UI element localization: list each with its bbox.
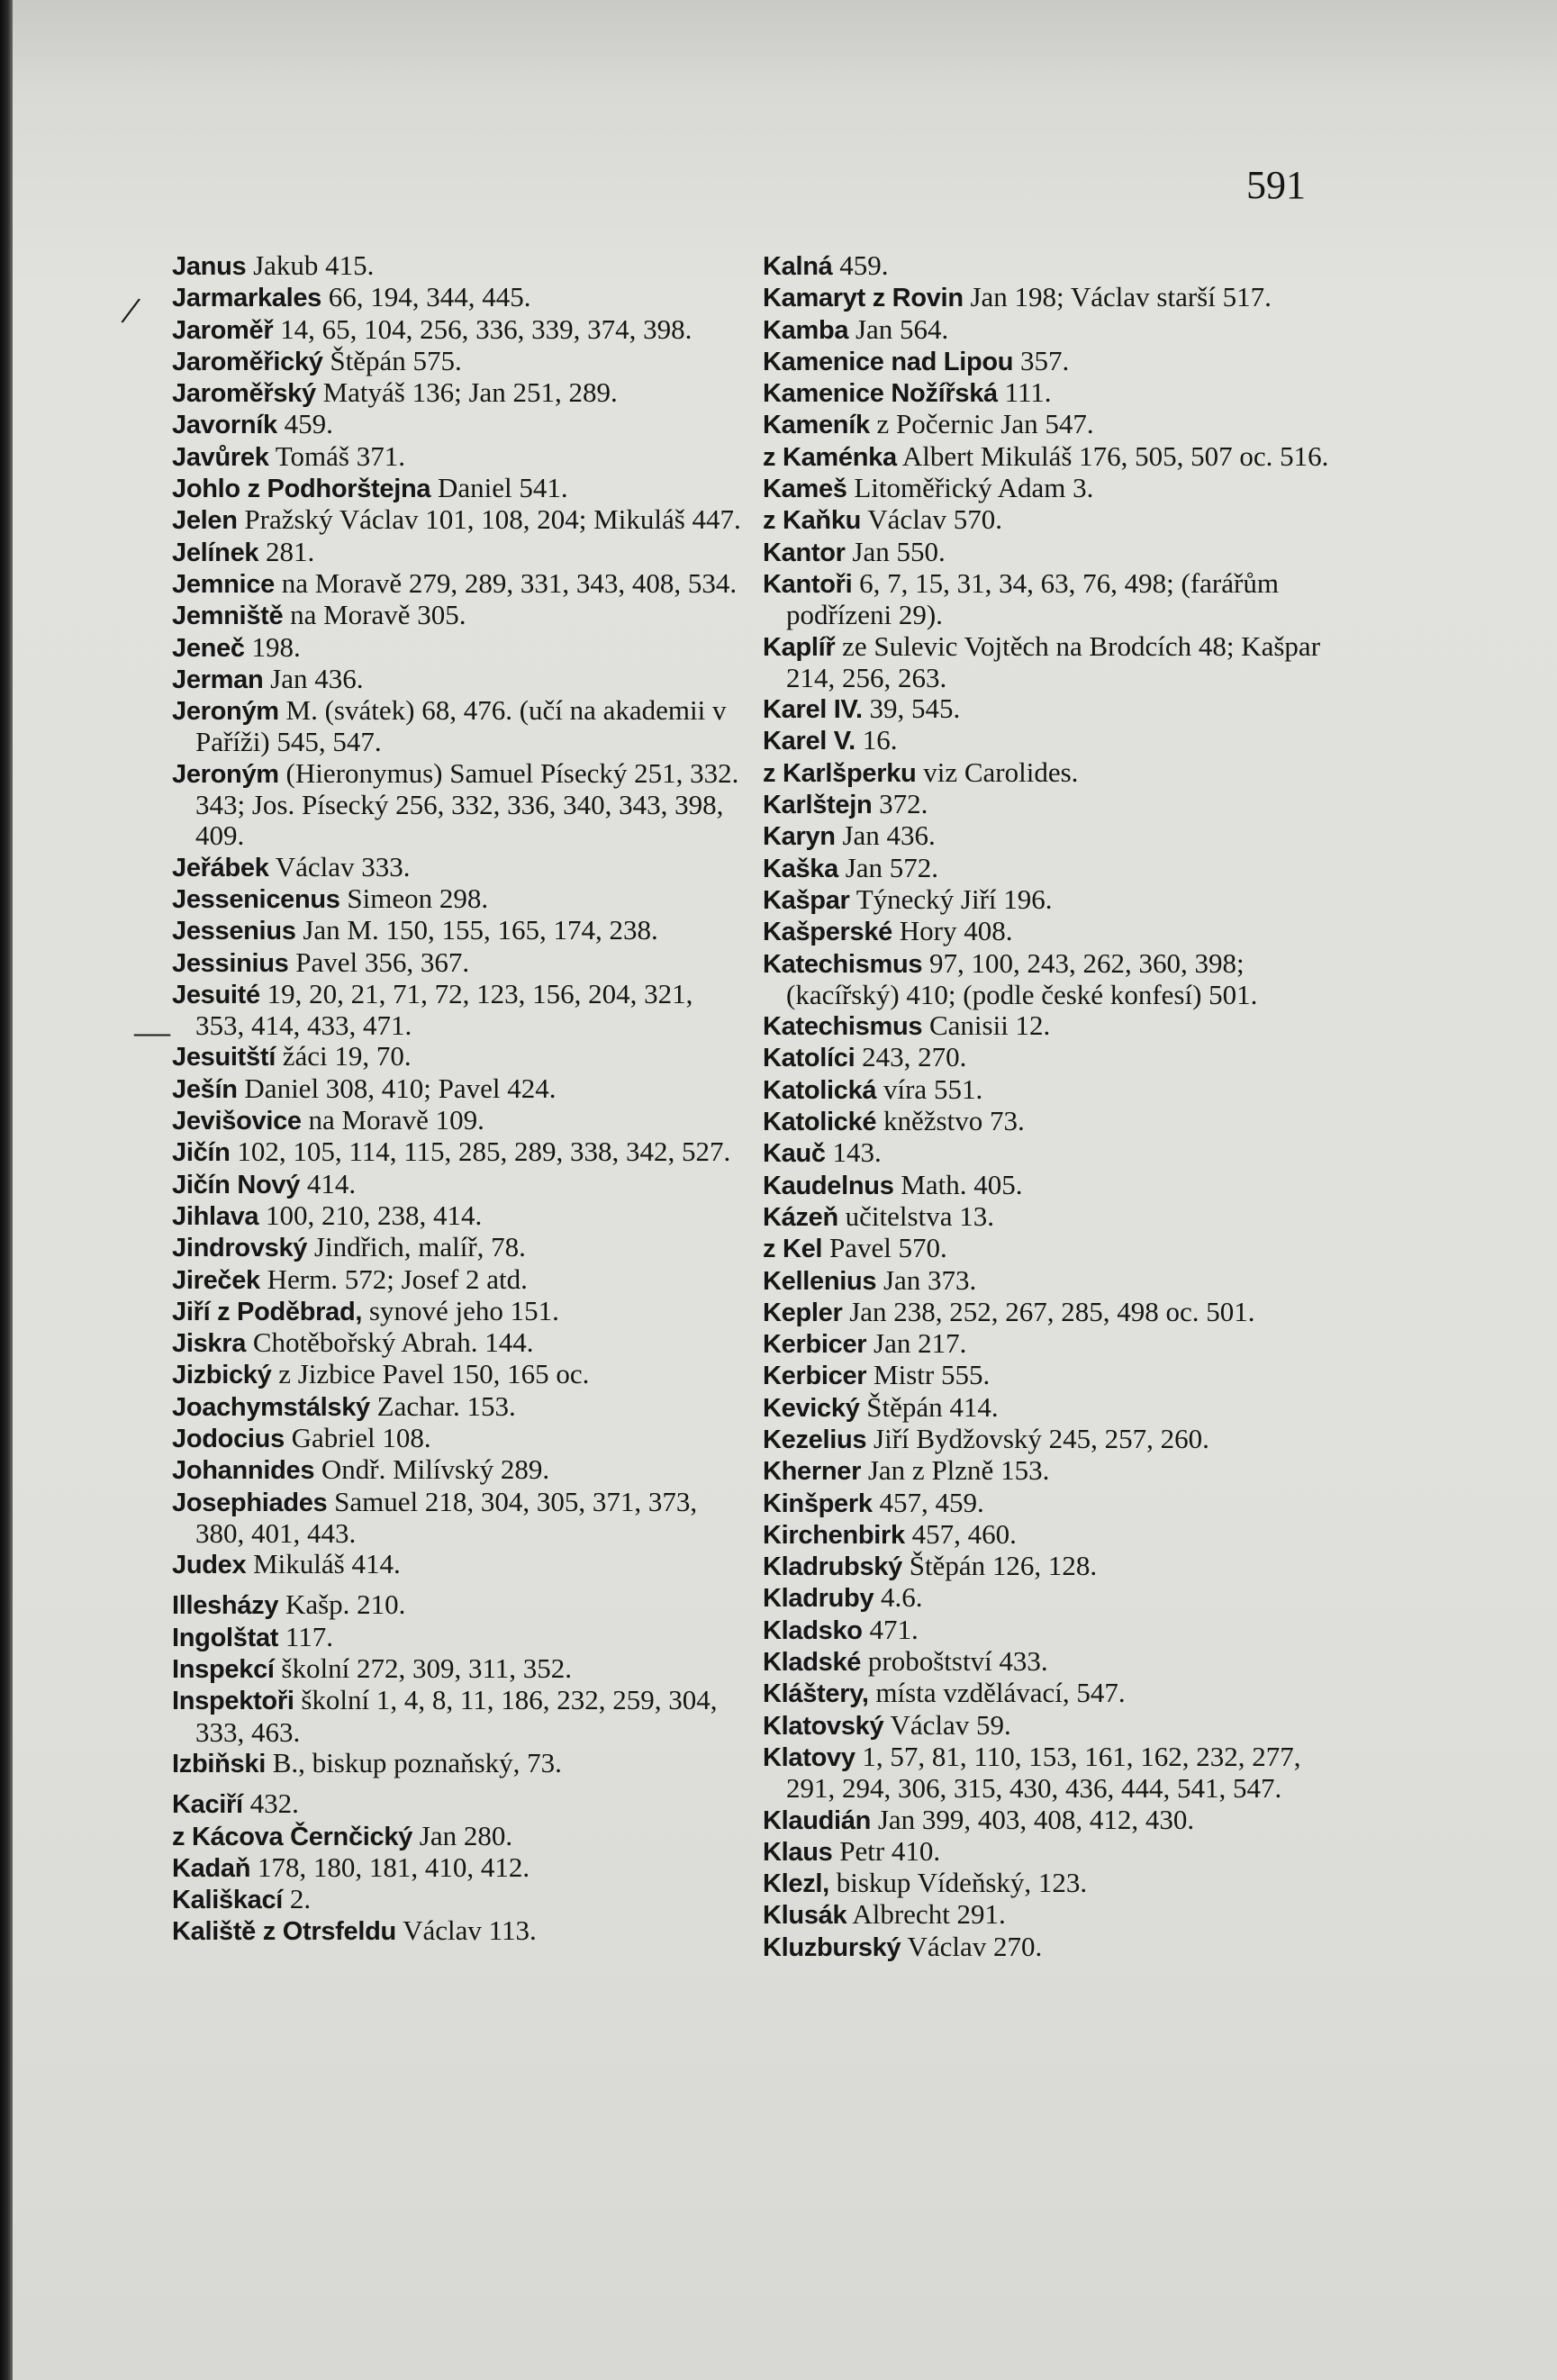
index-entry-heading: Inspektoři — [172, 1687, 294, 1716]
index-entry-heading: Jeřábek — [172, 853, 269, 882]
index-entry — [172, 1423, 748, 1454]
index-entry-references: Gabriel 108. — [284, 1421, 431, 1453]
index-entry-heading: Kladsko — [763, 1615, 863, 1645]
index-entry-heading: Johlo z Podhorštejna — [172, 475, 431, 504]
index-entry — [172, 1884, 748, 1915]
index-entry-heading: Kerbicer — [763, 1362, 867, 1391]
index-entry-references: 111. — [997, 376, 1052, 409]
index-entry — [172, 441, 748, 473]
index-entry — [763, 1042, 1339, 1073]
index-entry-references: Simeon 298. — [339, 882, 489, 914]
index-entry-heading: Kerbicer — [763, 1330, 867, 1360]
index-entry — [172, 758, 748, 852]
index-entry — [763, 916, 1339, 947]
index-entry-heading: Kantor — [763, 538, 846, 567]
index-column-right — [763, 250, 1339, 1963]
index-entry — [172, 250, 748, 282]
index-entry-heading: Kaudelnus — [763, 1171, 894, 1200]
index-entry — [763, 441, 1339, 473]
index-entry — [763, 1137, 1339, 1169]
index-entry-references: Štěpán 575. — [322, 344, 462, 376]
index-entry — [763, 1170, 1339, 1201]
index-entry-references: 457, 460. — [904, 1517, 1017, 1550]
index-entry-references: Daniel 308, 410; Pavel 424. — [237, 1072, 557, 1104]
index-entry-heading: Josephiades — [172, 1488, 328, 1517]
index-entry-heading: Kirchenbirk — [763, 1520, 905, 1550]
index-entry-heading: Jemnice — [172, 569, 275, 599]
index-entry-references: 432. — [242, 1787, 299, 1820]
index-entry — [172, 979, 748, 1042]
index-entry-heading: Klaudián — [763, 1805, 872, 1835]
index-entry-heading: Jemniště — [172, 602, 284, 631]
index-entry-references: učitelstva 13. — [837, 1199, 994, 1232]
index-entry-heading: Jindrovský — [172, 1234, 308, 1263]
index-entry-heading: Katolická — [763, 1075, 877, 1105]
index-entry — [763, 1868, 1339, 1899]
index-entry — [763, 1519, 1339, 1551]
index-entry-heading: Kladské — [763, 1648, 862, 1678]
index-entry-references: Mikuláš 414. — [246, 1548, 401, 1580]
index-entry-heading: Jelínek — [172, 538, 259, 567]
index-entry-references: 457, 459. — [872, 1486, 984, 1518]
index-entry — [763, 1455, 1339, 1487]
index-entry-references: Math. 405. — [893, 1168, 1023, 1200]
index-entry-heading: Kázeň — [763, 1202, 838, 1232]
index-entry-heading: Javorník — [172, 411, 277, 440]
index-entry-references: Václav 270. — [901, 1930, 1043, 1962]
index-entry-heading: Jaroměř — [172, 315, 274, 345]
index-entry — [172, 504, 748, 536]
index-entry-heading: Kellenius — [763, 1266, 877, 1296]
index-entry-references: Štěpán 414. — [859, 1390, 999, 1423]
index-entry-heading: Jarmarkales — [172, 284, 322, 313]
index-entry-references: na Moravě 109. — [301, 1104, 484, 1136]
index-entry-references: 243, 270. — [855, 1041, 967, 1073]
index-entry-references: kněžstvo 73. — [876, 1105, 1025, 1137]
index-entry — [763, 1201, 1339, 1233]
index-entry-references: Jan 238, 252, 267, 285, 498 oc. 501. — [842, 1295, 1255, 1327]
index-entry-heading: Jizbický — [172, 1361, 272, 1390]
index-entry-references: biskup Vídeňský, 123. — [828, 1867, 1088, 1899]
index-entry — [172, 695, 748, 758]
index-entry-heading: Johannides — [172, 1456, 315, 1486]
index-entry — [763, 473, 1339, 504]
index-entry-references: Herm. 572; Josef 2 atd. — [259, 1262, 528, 1295]
index-entry-heading: Jessenius — [172, 917, 296, 946]
index-entry — [172, 1136, 748, 1168]
index-entry-heading: Jičín — [172, 1138, 231, 1168]
index-entry-references: 2. — [283, 1883, 312, 1915]
index-entry-heading: Jičín Nový — [172, 1170, 301, 1199]
index-entry-heading: Kauč — [763, 1139, 826, 1169]
page-binding-edge — [0, 0, 13, 2380]
index-entry-references: 178, 180, 181, 410, 412. — [250, 1851, 530, 1883]
index-entry-heading: Kepler — [763, 1298, 843, 1327]
index-entry-heading: z Kel — [763, 1235, 823, 1264]
index-entry-heading: Kladruby — [763, 1584, 874, 1614]
index-entry-references: Jan z Plzně 153. — [861, 1454, 1050, 1487]
index-entry-references: Pavel 356, 367. — [288, 946, 470, 978]
index-entry — [763, 948, 1339, 1011]
index-entry — [172, 1748, 748, 1779]
margin-dash-mark: — — [134, 1011, 170, 1052]
index-entry-heading: Jeneč — [172, 633, 245, 663]
index-entry-references: 357. — [1013, 344, 1070, 376]
index-entry-heading: Jessinius — [172, 948, 289, 978]
index-entry-references: 39, 545. — [862, 692, 961, 725]
index-entry-heading: Kluzburský — [763, 1932, 901, 1962]
index-entry-heading: Kadaň — [172, 1853, 251, 1883]
index-entry-heading: Jihlava — [172, 1201, 259, 1231]
index-entry — [172, 915, 748, 946]
index-entry — [763, 1297, 1339, 1328]
index-entry-heading: Illesházy — [172, 1591, 279, 1621]
index-entry-references: Albrecht 291. — [846, 1898, 1006, 1931]
index-entry-references: Matyáš 136; Jan 251, 289. — [315, 376, 618, 409]
index-entry-references: Jan 436. — [835, 819, 936, 852]
index-entry — [172, 346, 748, 377]
index-entry-heading: Kevický — [763, 1393, 860, 1423]
index-entry — [172, 377, 748, 409]
index-entry — [763, 314, 1339, 346]
index-entry-references: 14, 65, 104, 256, 336, 339, 374, 398. — [273, 312, 693, 345]
index-entry-references: 471. — [862, 1613, 919, 1645]
index-entry-references: 16. — [855, 724, 898, 756]
index-entry — [763, 1932, 1339, 1963]
index-entry — [763, 250, 1339, 282]
index-entry — [763, 1328, 1339, 1360]
index-entry-heading: Kláštery, — [763, 1679, 869, 1709]
index-entry — [763, 1488, 1339, 1519]
index-entry — [763, 1392, 1339, 1424]
index-entry-heading: Katechismus — [763, 1012, 923, 1042]
index-entry — [763, 1646, 1339, 1678]
index-entry-references: 102, 105, 114, 115, 285, 289, 338, 342, 527. — [230, 1136, 731, 1168]
index-entry-references: místa vzdělávací, 547. — [868, 1677, 1126, 1709]
index-entry — [172, 1549, 748, 1580]
index-entry-references: Jan 373. — [876, 1263, 977, 1296]
index-entry-references: Jan 550. — [845, 535, 946, 567]
index-entry — [763, 377, 1339, 409]
index-entry-heading: Ješín — [172, 1074, 238, 1104]
index-entry-heading: Inspekcí — [172, 1655, 275, 1685]
index-entry — [172, 1589, 748, 1621]
index-entry — [763, 884, 1339, 916]
index-entry-heading: Karel V. — [763, 727, 855, 756]
index-entry-references: Chotěbořský Abrah. 144. — [246, 1326, 534, 1359]
index-entry — [172, 632, 748, 664]
index-entry — [763, 1742, 1339, 1805]
index-entry-references: 97, 100, 243, 262, 360, 398; (kacířský) 410; (podle české konfesí) 501. — [786, 946, 1258, 1010]
index-entry — [763, 820, 1339, 852]
index-entry-heading: Jiří z Poděbrad, — [172, 1297, 363, 1326]
index-entry — [172, 1622, 748, 1653]
index-entry-references: Jan 436. — [263, 662, 364, 694]
index-entry-heading: Jesuitští — [172, 1043, 276, 1072]
index-entry-references: ze Sulevic Vojtěch na Brodcích 48; Kašpar 214, 256, 263. — [786, 629, 1321, 693]
index-entry-references: Kašp. 210. — [278, 1588, 406, 1621]
index-entry-references: Canisii 12. — [922, 1009, 1051, 1042]
index-entry-references: 100, 210, 238, 414. — [258, 1199, 483, 1231]
index-entry — [763, 504, 1339, 536]
index-entry — [763, 1582, 1339, 1614]
index-entry — [763, 1551, 1339, 1582]
index-entry — [172, 537, 748, 568]
index-entry-references: Jan 399, 403, 408, 412, 430. — [871, 1803, 1195, 1835]
index-entry-heading: Kaška — [763, 854, 838, 883]
index-entry-heading: Klezl, — [763, 1869, 829, 1899]
index-entry-references: Jindřich, malíř, 78. — [307, 1231, 526, 1263]
index-entry-heading: Klatovy — [763, 1742, 855, 1772]
index-entry — [172, 1041, 748, 1072]
index-entry-heading: Katolíci — [763, 1044, 855, 1073]
index-entry-heading: Karel IV. — [763, 695, 863, 725]
index-entry-references: Mistr 555. — [866, 1359, 991, 1391]
index-entry-references: 198. — [244, 630, 301, 663]
index-entry-references: 1, 57, 81, 110, 153, 161, 162, 232, 277, 291, 294, 306, 315, 430, 436, 444, 541, 547. — [786, 1740, 1301, 1805]
index-entry-references: Jakub 415. — [246, 249, 375, 281]
index-entry-heading: Javůrek — [172, 442, 269, 472]
index-entry — [763, 693, 1339, 725]
index-entry-heading: Katolické — [763, 1108, 877, 1137]
index-entry-references: Václav 113. — [395, 1914, 537, 1947]
index-entry-heading: Kamba — [763, 315, 849, 345]
index-entry-heading: Joachymstálský — [172, 1392, 370, 1422]
index-entry-references: z Jizbice Pavel 150, 165 oc. — [271, 1358, 590, 1390]
index-entry-heading: Kezelius — [763, 1425, 867, 1454]
index-entry-heading: Kladrubský — [763, 1552, 902, 1582]
index-entry — [172, 1852, 748, 1884]
index-entry-heading: Kameš — [763, 475, 847, 504]
index-entry-references: Štěpán 126, 128. — [901, 1550, 1098, 1582]
index-entry — [763, 1615, 1339, 1646]
index-entry-references: Litoměřický Adam 3. — [846, 472, 1094, 504]
index-entry-heading: z Karlšperku — [763, 758, 917, 788]
index-entry-references: z Počernic Jan 547. — [869, 408, 1094, 440]
index-entry-heading: Kašpar — [763, 885, 850, 915]
index-entry-heading: Karlštejn — [763, 791, 873, 820]
index-entry-references: Albert Mikuláš 176, 505, 507 oc. 516. — [896, 439, 1329, 472]
index-entry — [763, 1010, 1339, 1042]
index-entry — [763, 1424, 1339, 1455]
index-entry-heading: Jeroným — [172, 759, 279, 789]
index-entry — [763, 1678, 1339, 1709]
index-entry — [172, 1073, 748, 1105]
index-entry — [172, 409, 748, 440]
index-entry-heading: Jaroměřský — [172, 379, 316, 409]
index-entry-references: Samuel 218, 304, 305, 371, 373, 380, 401, 443. — [195, 1485, 698, 1549]
index-entry-references: Tomáš 371. — [268, 439, 405, 472]
index-entry — [763, 537, 1339, 568]
index-page — [13, 0, 1557, 2380]
index-entry-references: Daniel 541. — [430, 472, 568, 504]
index-entry — [172, 1232, 748, 1263]
index-entry-references: 66, 194, 344, 445. — [321, 281, 531, 313]
index-entry — [763, 1265, 1339, 1297]
index-entry-heading: Jodocius — [172, 1424, 285, 1453]
index-entry-heading: z Kaménka — [763, 442, 897, 472]
index-entry-references: Jan 564. — [848, 312, 949, 345]
index-entry — [172, 1359, 748, 1390]
index-entry-heading: Kalná — [763, 252, 833, 281]
index-entry-references: školní 1, 4, 8, 11, 186, 232, 259, 304, 333, 463. — [195, 1684, 718, 1748]
index-entry-references: Jan 572. — [837, 851, 939, 883]
index-entry — [763, 789, 1339, 820]
index-entry-references: Václav 570. — [861, 503, 1003, 536]
index-entry — [172, 314, 748, 346]
margin-checkmark: / — [118, 286, 144, 334]
index-entry-references: B., biskup poznaňský, 73. — [265, 1746, 562, 1778]
index-entry — [172, 1327, 748, 1359]
index-entry-heading: z Kácova Černčický — [172, 1822, 413, 1851]
index-entry-references: 143. — [825, 1136, 882, 1169]
index-entry — [763, 853, 1339, 884]
index-entry-heading: Jiskra — [172, 1329, 247, 1359]
index-entry-references: Petr 410. — [832, 1834, 941, 1867]
index-entry — [172, 473, 748, 504]
index-entry-references: 117. — [278, 1620, 333, 1652]
index-entry — [763, 568, 1339, 631]
index-entry-heading: Janus — [172, 252, 247, 281]
index-entry-references: Ondř. Milívský 289. — [314, 1453, 550, 1486]
index-entry-references: Jan M. 150, 155, 165, 174, 238. — [295, 914, 658, 946]
index-entry — [172, 1105, 748, 1136]
index-entry-references: 6, 7, 15, 31, 34, 63, 76, 498; (farářům podřízeni 29). — [786, 566, 1279, 631]
index-entry-references: synové jeho 151. — [362, 1294, 559, 1326]
index-entry — [172, 1487, 748, 1550]
index-entry-heading: Jireček — [172, 1265, 260, 1295]
index-entry-heading: Kamenice Nožířská — [763, 379, 998, 409]
index-entry — [172, 852, 748, 883]
index-entry — [763, 409, 1339, 440]
page-number: 591 — [1246, 163, 1306, 207]
index-entry-heading: z Kaňku — [763, 506, 862, 536]
index-entry-references: Václav 59. — [883, 1708, 1011, 1741]
index-entry — [172, 1821, 748, 1852]
index-entry-heading: Izbiňski — [172, 1749, 266, 1778]
index-entry-references: 372. — [872, 788, 928, 820]
index-entry-heading: Jevišovice — [172, 1107, 302, 1136]
index-entry-references: Pavel 570. — [822, 1232, 947, 1264]
index-entry-heading: Jelen — [172, 506, 238, 536]
index-entry — [172, 1685, 748, 1748]
index-entry-references: viz Carolides. — [916, 756, 1079, 788]
index-entry-references: víra 551. — [876, 1072, 983, 1105]
index-entry-references: Pražský Václav 101, 108, 204; Mikuláš 447. — [237, 503, 741, 536]
index-entry-heading: Jerman — [172, 665, 264, 694]
index-entry-references: Jan 280. — [412, 1819, 513, 1851]
index-entry-references: 459. — [832, 249, 889, 281]
index-entry-heading: Karyn — [763, 822, 836, 852]
index-entry-heading: Ingolštat — [172, 1623, 279, 1652]
index-entry — [172, 664, 748, 695]
index-entry — [172, 568, 748, 600]
index-column-left — [172, 250, 748, 1948]
index-entry-heading: Kaliště z Otrsfeldu — [172, 1917, 396, 1947]
index-entry-heading: Kamaryt z Rovin — [763, 284, 964, 313]
index-entry-references: 4.6. — [874, 1581, 923, 1614]
index-entry-references: školní 272, 309, 311, 352. — [274, 1652, 573, 1685]
index-entry-heading: Jessenicenus — [172, 884, 340, 914]
index-entry-references: proboštství 433. — [861, 1645, 1048, 1678]
index-entry — [172, 883, 748, 915]
index-entry — [172, 1264, 748, 1296]
index-entry-references: Jan 198; Václav starší 517. — [963, 281, 1272, 313]
index-entry-heading: Kaplíř — [763, 632, 836, 662]
index-entry-heading: Jesuité — [172, 980, 260, 1009]
index-entry — [172, 1454, 748, 1486]
index-entry — [172, 1391, 748, 1423]
index-entry-heading: Kameník — [763, 411, 870, 440]
index-entry-heading: Kaciří — [172, 1790, 243, 1820]
index-entry-heading: Kašperské — [763, 918, 893, 947]
index-entry-references: na Moravě 305. — [283, 599, 466, 631]
index-entry — [763, 757, 1339, 789]
index-entry-heading: Jeroným — [172, 697, 279, 727]
index-entry — [763, 725, 1339, 756]
index-entry — [172, 600, 748, 631]
index-entry-references: 281. — [258, 535, 315, 567]
index-entry-references: 19, 20, 21, 71, 72, 123, 156, 204, 321, 353, 414, 433, 471. — [195, 977, 693, 1042]
index-entry-heading: Klatovský — [763, 1711, 884, 1741]
index-entry-heading: Klusák — [763, 1901, 847, 1931]
index-entry — [172, 1915, 748, 1947]
index-entry — [172, 1296, 748, 1327]
index-entry-heading: Katechismus — [763, 949, 923, 979]
index-entry — [763, 1836, 1339, 1868]
index-entry — [763, 282, 1339, 313]
index-entry-references: Václav 333. — [268, 850, 411, 882]
index-entry-references: Jan 217. — [866, 1327, 967, 1360]
index-entry — [763, 1360, 1339, 1391]
index-entry — [763, 346, 1339, 377]
index-entry-references: Zachar. 153. — [369, 1389, 516, 1422]
index-entry-heading: Jaroměřický — [172, 347, 323, 376]
index-entry-heading: Kantoři — [763, 569, 853, 599]
index-entry-references: Jiří Bydžovský 245, 257, 260. — [866, 1422, 1209, 1454]
index-entry — [172, 282, 748, 313]
index-entry — [172, 1653, 748, 1685]
index-entry-heading: Kamenice nad Lipou — [763, 347, 1014, 376]
index-entry — [172, 947, 748, 979]
index-entry — [763, 631, 1339, 694]
index-entry — [172, 1200, 748, 1232]
index-entry-references: Hory 408. — [892, 915, 1013, 947]
index-entry — [763, 1233, 1339, 1264]
index-entry — [763, 1106, 1339, 1137]
index-entry-heading: Kherner — [763, 1457, 862, 1487]
index-entry-heading: Kališkací — [172, 1886, 284, 1915]
index-entry — [763, 1074, 1339, 1106]
index-entry — [172, 1788, 748, 1820]
index-entry-references: 459. — [276, 408, 333, 440]
index-entry-heading: Kinšperk — [763, 1489, 873, 1518]
index-entry-references: Týnecký Jiří 196. — [849, 882, 1053, 915]
index-entry-heading: Klaus — [763, 1837, 833, 1867]
index-entry-references: žáci 19, 70. — [275, 1040, 412, 1072]
index-entry-references: (Hieronymus) Samuel Písecký 251, 332. 343; Jos. Písecký 256, 332, 336, 340, 343, 398, 409. — [195, 756, 739, 852]
index-entry-heading: Judex — [172, 1551, 247, 1580]
index-entry — [763, 1805, 1339, 1836]
index-entry — [763, 1899, 1339, 1931]
index-entry — [172, 1169, 748, 1200]
index-entry-references: 414. — [300, 1167, 357, 1199]
index-entry-references: na Moravě 279, 289, 331, 343, 408, 534. — [274, 566, 738, 599]
index-entry — [763, 1710, 1339, 1742]
index-entry-references: M. (svátek) 68, 476. (učí na akademii v Paříži) 545, 547. — [195, 694, 727, 758]
